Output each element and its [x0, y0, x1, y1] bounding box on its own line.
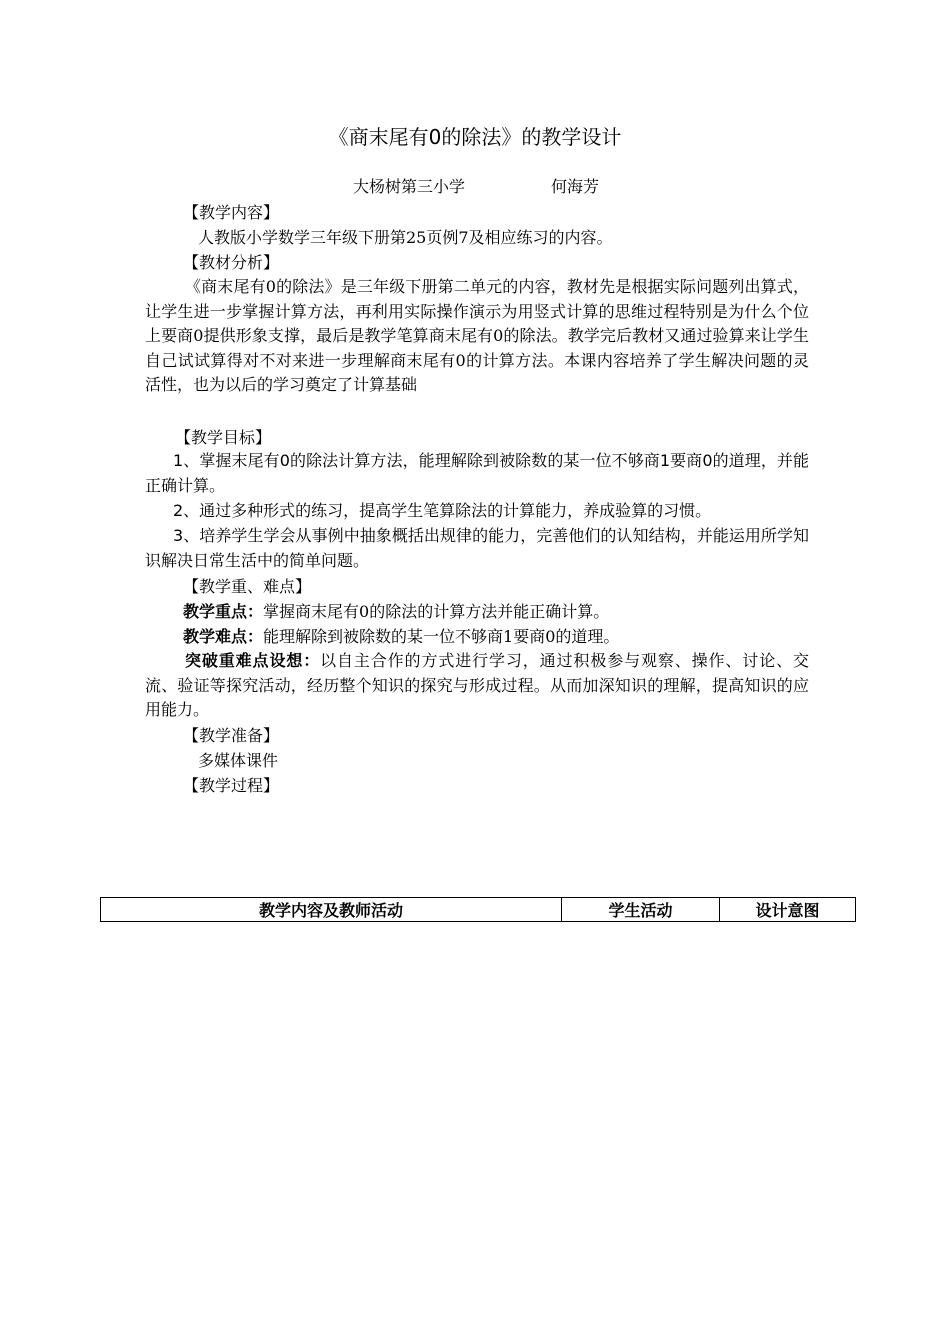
analysis-text: 《商末尾有0的除法》是三年级下册第二单元的内容，教材先是根据实际问题列出算式，让学生进一步掌握计算方法，再利用实际操作演示为用竖式计算的思维过程特别是为什么个位上要商0提供形象支撑，最后是教学笔算商末尾有0的除法。教学完后教材又通过验算来让学生自己试试算得对不对来进一步理解商末尾有0的计算方法。本课内容培养了学生解决问题的灵活性，也为以后的学习奠定了计算基础: [145, 277, 809, 394]
difficulty-label: 教学难点：: [183, 627, 264, 646]
section-heading-content: 【教学内容】: [183, 203, 280, 222]
section-heading-analysis: 【教材分析】: [183, 253, 280, 272]
document-title: 《商末尾有0的除法》的教学设计: [328, 125, 622, 149]
school-name: 大杨树第三小学: [353, 177, 466, 196]
section-heading-keypoints: 【教学重、难点】: [183, 577, 312, 596]
goal-item-3: 3、培养学生学会从事例中抽象概括出规律的能力，完善他们的认知结构，并能运用所学知识解决日常生活中的简单问题。: [145, 526, 809, 570]
preparation-text: 多媒体课件: [198, 751, 279, 770]
table-header-student: 学生活动: [562, 898, 720, 922]
focus-text: 掌握商末尾有0的除法的计算方法并能正确计算。: [263, 602, 610, 621]
section-heading-process: 【教学过程】: [183, 776, 280, 795]
author-name: 何海芳: [551, 177, 600, 196]
table-header-row: [101, 898, 856, 922]
section-heading-preparation: 【教学准备】: [183, 726, 280, 745]
author-line: [353, 177, 599, 197]
table-header-intent: 设计意图: [720, 898, 856, 922]
breakthrough-label: 突破重难点设想：: [185, 651, 321, 670]
breakthrough-text: 以自主合作的方式进行学习，通过积极参与观察、操作、讨论、交流、验证等探究活动，经历整个知识的探究与形成过程。从而加深知识的理解，提高知识的应用能力。: [145, 651, 809, 719]
process-table: [100, 897, 856, 922]
difficulty-line: [183, 627, 619, 647]
section-heading-goals: 【教学目标】: [175, 428, 272, 447]
difficulty-text: 能理解除到被除数的某一位不够商1要商0的道理。: [263, 627, 620, 646]
content-text: 人教版小学数学三年级下册第25页例7及相应练习的内容。: [198, 228, 613, 247]
goal-item-2: 2、通过多种形式的练习，提高学生笔算除法的计算能力，养成验算的习惯。: [173, 501, 712, 520]
breakthrough-paragraph: [145, 649, 809, 723]
table-header-teacher: 教学内容及教师活动: [101, 898, 562, 922]
goal-item-1: 1、掌握末尾有0的除法计算方法，能理解除到被除数的某一位不够商1要商0的道理，并能正确计算。: [145, 451, 809, 495]
focus-label: 教学重点：: [183, 602, 264, 621]
focus-line: [183, 602, 609, 622]
